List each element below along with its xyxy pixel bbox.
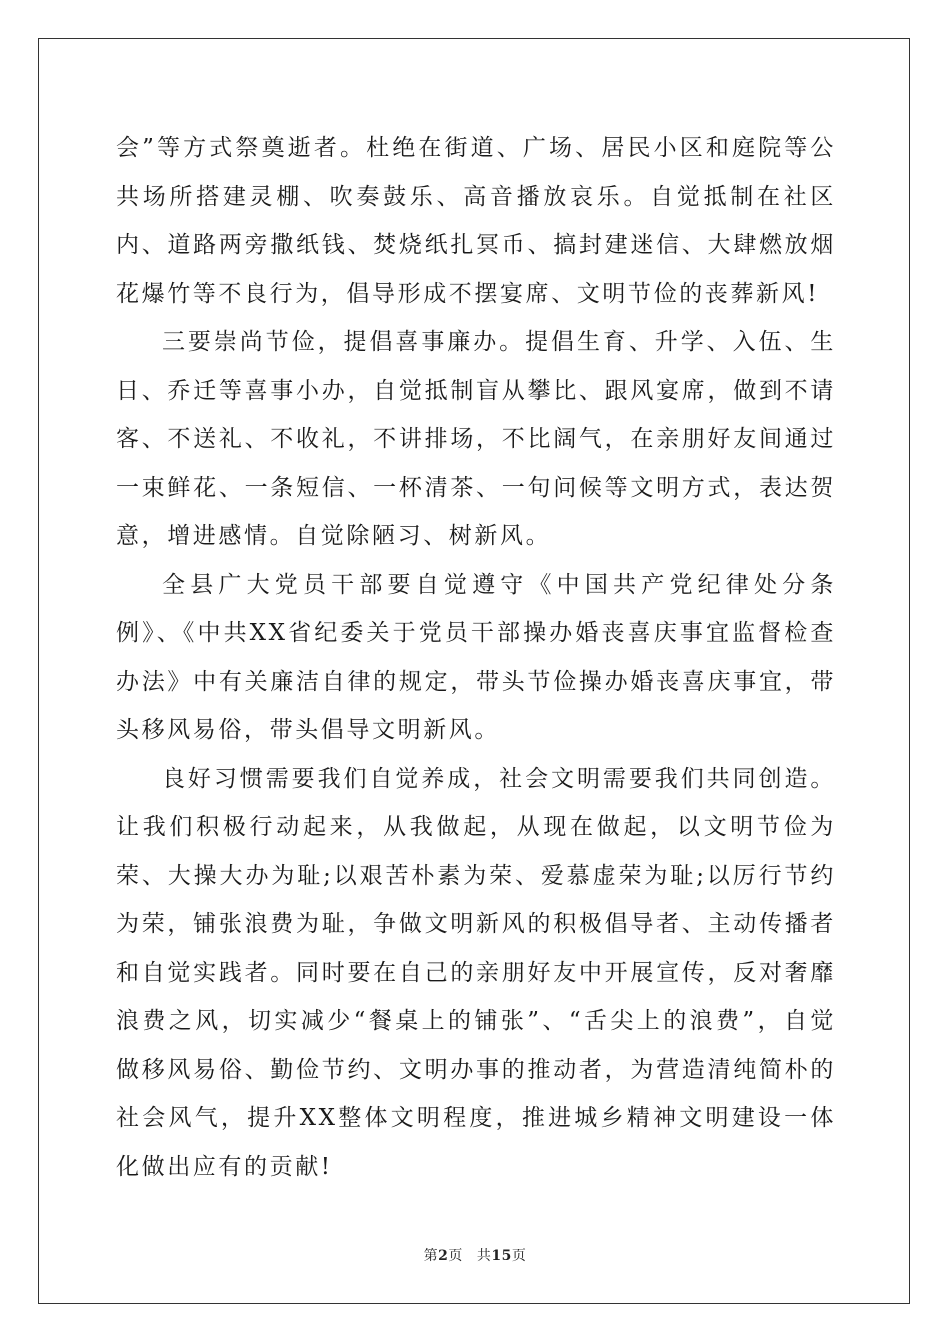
page-total: 15 (491, 1248, 512, 1264)
page-unit: 页 (448, 1248, 463, 1264)
total-prefix: 共 (476, 1248, 492, 1264)
page-footer (0, 1245, 950, 1265)
paragraph-4: 良好习惯需要我们自觉养成，社会文明需要我们共同创造。让我们积极行动起来，从我做起，从现在做起，以文明节俭为荣、大操大办为耻;以艰苦朴素为荣、爱慕虚荣为耻;以厉行节约为荣，铺张浪费为耻，争做文明新风的积极倡导者、主动传播者和自觉实践者。同时要在自己的亲朋好友中开展宣传，反对奢靡浪费之风，切实减少“餐桌上的铺张”、“舌尖上的浪费”，自觉做移风易俗、勤俭节约、文明办事的推动者，为营造清纯简朴的社会风气，提升XX整体文明程度，推进城乡精神文明建设一体化做出应有的贡献! (116, 765, 836, 1180)
paragraph-2: 三要崇尚节俭，提倡喜事廉办。提倡生育、升学、入伍、生日、乔迁等喜事小办，自觉抵制盲从攀比、跟风宴席，做到不请客、不送礼、不收礼，不讲排场，不比阔气，在亲朋好友间通过一束鲜花、一条短信、一杯清茶、一句问候等文明方式，表达贺意，增进感情。自觉除陋习、树新风。 (116, 329, 836, 549)
total-unit: 页 (511, 1248, 527, 1264)
document-body (116, 124, 836, 1191)
page-prefix: 第 (423, 1248, 439, 1264)
page-current: 2 (438, 1248, 449, 1264)
paragraph-3: 全县广大党员干部要自觉遵守《中国共产党纪律处分条例》、《中共XX省纪委关于党员干部操办婚丧喜庆事宜监督检查办法》中有关廉洁自律的规定，带头节俭操办婚丧喜庆事宜，带头移风易俗，带头倡导文明新风。 (116, 571, 836, 743)
paragraph-1: 会”等方式祭奠逝者。杜绝在街道、广场、居民小区和庭院等公共场所搭建灵棚、吹奏鼓乐、高音播放哀乐。自觉抵制在社区内、道路两旁撒纸钱、焚烧纸扎冥币、搞封建迷信、大肆燃放烟花爆竹等不良行为，倡导形成不摆宴席、文明节俭的丧葬新风! (116, 135, 836, 307)
